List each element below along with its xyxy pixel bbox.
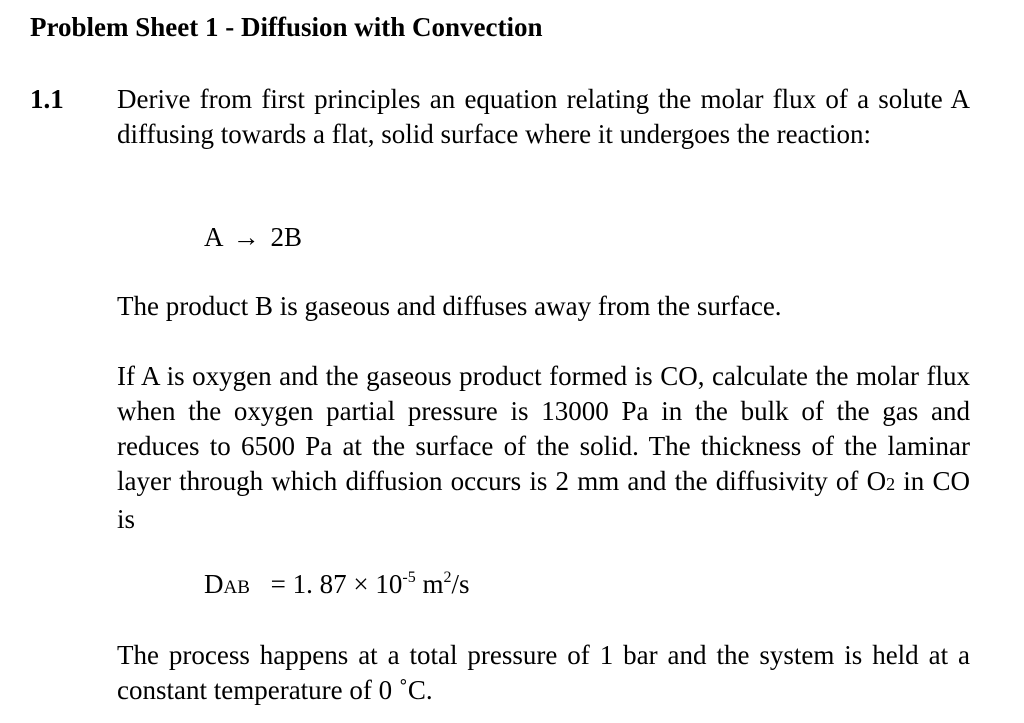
unit-base: m: [422, 569, 444, 599]
times-sign: ×: [353, 569, 369, 599]
reaction-reactant: A: [204, 222, 223, 252]
problem-number: 1.1: [30, 84, 64, 114]
power-exponent: -5: [402, 569, 416, 586]
conditions-paragraph: The process happens at a total pressure of 1 bar and the system is held at a constant temperature of 0 ˚C.: [117, 640, 970, 705]
question-paragraph: [117, 359, 970, 537]
reaction-product: 2B: [270, 222, 303, 252]
question-text-part1: If A is oxygen and the gaseous product formed is CO, calculate the molar flux when the oxygen partial pressure is 13000 Pa in the bulk of the gas and reduces to 6500 Pa at the surface of the solid. The thickness of the laminar layer through which diffusion occurs is 2 mm and the diffusivity of O: [117, 361, 970, 496]
unit-tail: /s: [451, 569, 470, 599]
reaction-equation: [204, 220, 302, 255]
reaction-arrow-icon: →: [232, 222, 260, 252]
diffusivity-equation: [204, 567, 469, 605]
diffusivity-mantissa: 1. 87: [292, 569, 347, 599]
product-statement-paragraph: The product B is gaseous and diffuses away from the surface.: [117, 291, 782, 321]
diffusivity-subscript: AB: [223, 577, 250, 598]
equals-sign: =: [270, 569, 286, 599]
problem-intro-paragraph: Derive from first principles an equation relating the molar flux of a solute A diffusing towards a flat, solid surface where it undergoes the reaction:: [117, 84, 970, 149]
oxygen-subscript: 2: [886, 474, 896, 494]
question-text-part2: in CO is: [117, 466, 971, 534]
power-base: 10: [375, 569, 403, 599]
diffusivity-symbol: D: [204, 569, 224, 599]
page-title: Problem Sheet 1 - Diffusion with Convection: [30, 12, 543, 42]
unit-exponent: 2: [443, 569, 452, 586]
